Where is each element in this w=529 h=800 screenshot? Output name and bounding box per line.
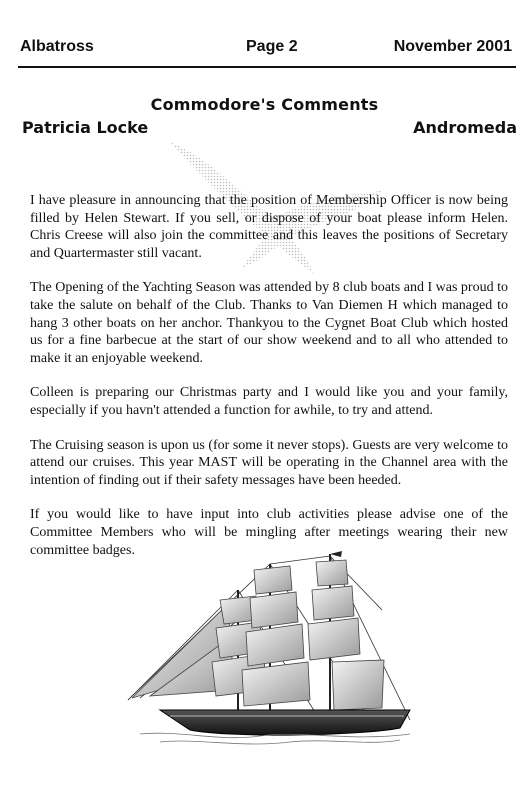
- author-boat-name: Andromeda: [413, 118, 517, 137]
- page-header: [20, 38, 512, 60]
- paragraph: The Cruising season is upon us (for some it never stops). Guests are very welcome to attend our cruises. This year MAST will be operating in the Channel area with the intention of finding out if their safety messages have been heeded.: [30, 437, 508, 488]
- tall-ship-icon: [120, 550, 420, 755]
- article-title: Commodore's Comments: [150, 95, 379, 114]
- article-author: Patricia Locke: [22, 118, 149, 137]
- header-rule: [18, 66, 516, 68]
- paragraph: Colleen is preparing our Christmas party and I would like you and your family, especially if you havn't attended a function for awhile, to try and attend.: [30, 385, 508, 418]
- paragraph: The Opening of the Yachting Season was attended by 8 club boats and I was proud to take the salute on behalf of the Club. Thanks to Van Diemen H which managed to hang 3 other boats on her anchor. Thankyou to the Cygnet Boat Club which hosted us for a fine barbecue at the start of our show weekend and to all who attended to make it an enjoyable weekend.: [30, 280, 508, 366]
- page-number: Page 2: [246, 38, 298, 55]
- paragraph: If you would like to have input into club activities please advise one of the Committee Members who will be mingling after meetings wearing their new committee badges.: [30, 507, 508, 558]
- paragraph: I have pleasure in announcing that the position of Membership Officer is now being filled by Helen Stewart. If you sell, or dispose of your boat please inform Helen. Chris Creese will also join the committee and this leaves the positions of Secretary and Quartermaster still vacant.: [30, 193, 508, 261]
- issue-date: November 2001: [393, 38, 512, 55]
- newsletter-name: Albatross: [20, 38, 94, 55]
- article-body: [30, 192, 508, 576]
